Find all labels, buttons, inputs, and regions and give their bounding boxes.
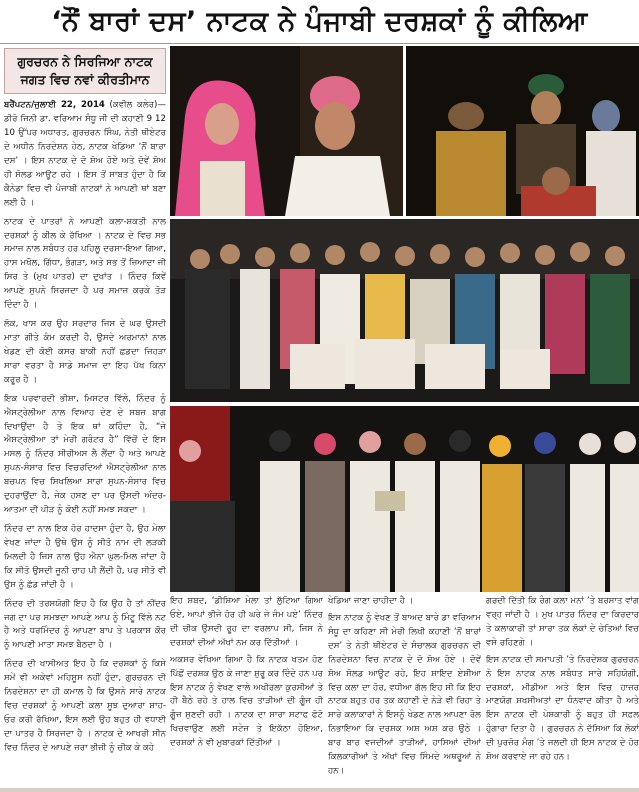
article-paragraph: ਅਕਸਰ ਵੇਖਿਆ ਗਿਆ ਹੈ ਕਿ ਨਾਟਕ ਖਤਮ ਹੋਣ ਪਿੱਛੋਂ ਦਰਸ਼ਕ ਉਠ ਕੇ ਜਾਣਾ ਸ਼ੁਰੂ ਕਰ ਦਿੰਦੇ ਹਨ ਪਰ ਇਸ ਨਾਟਕ ਨੂੰ ਵੇਖਣ ਵਾਲੇ ਅਖੀਰਲਾ ਕੁਰਸੀਆਂ ਤੇ ਹੀ ਬੈਠੇ ਰਹੇ ਤੇ ਹਾਲ ਵਿਚ ਤਾੜੀਆਂ ਦੀ ਗੂੰਜ ਹੀ ਗੂੰਜ ਸੁਣਦੀ ਰਹੀ । ਨਾਟਕ ਦਾ ਸਾਰਾ ਸਟਾਫ ਫੋਟੋ ਖਿਚਵਾਉਣ ਲਈ ਸਟੇਜ ਤੇ ਇਕੱਠਾ ਹੋਇਆ, ਦਰਸ਼ਕਾਂ ਨੇ ਵੀ ਮੁਬਾਰਕਾਂ ਦਿੱਤੀਆਂ । [170,654,323,749]
article-paragraph: ਇਕ ਪਰਵਾਰਦੀ ਭੀਸ਼ਾ, ਮਿਸਟਰ ਵਿੱਲੇ, ਨਿੰਦਰ ਨੂੰ ਐਸਟ੍ਰੇਲੀਆ ਨਾਲ ਵਿਆਹ ਦੇਣ ਦੇ ਸਬਜ਼ ਬਾਗ ਦਿਖਾਉਂਦਾ ਹੈ ਤੇ ਇਕ ਥਾਂ ਕਹਿੰਦਾ ਹੈ, “ਜੇ ਐਸਟ੍ਰੇਲੀਆ ਤਾਂ ਮੇਰੀ ਗਰੰਟਰ ਹੈ” ਵਿੱਚੋਂ ਦੇ ਇਸ ਮਸਲ ਨੂੰ ਨਿੰਦਰ ਸੀਰੀਅਸ ਲੈ ਲੈਂਦਾ ਹੈ ਅਤੇ ਆਪਣੇ ਸੁਪਨ-ਸੰਸਾਰ ਵਿਚ ਵਿਚਰਦਿਆਂ ਐਸਟ੍ਰੇਲੀਆ ਨਾਲ ਬਚਪਨ ਵਿਚ ਸਿਖਲਿਆ ਸਾਰਾ ਸੁਪਨ-ਸੰਸਾਰ ਵਿਚ ਦੁਹਰਾਉਂਦਾ ਹੈ, ਜੇਕ ਹਸਣ ਦਾ ਪਰ ਉਸਦੀ ਅੰਦਰ-ਆਤਮਾ ਦੀ ਪੀੜ ਨੂੰ ਕੋਈ ਨਹੀਂ ਸਮਝ ਸਕਦਾ । [4,393,166,516]
dateline: ਬਰੈਂਪਟਨ/ਜੁਲਾਈ 22, 2014 [4,100,105,111]
woman-with-pink-dupatta-photo [170,46,403,216]
page-bottom-edge [0,788,639,792]
article-paragraph: ਨਿੰਦਰ ਦੀ ਖਾਸੀਅਤ ਇਹ ਹੈ ਕਿ ਦਰਸ਼ਕਾਂ ਨੂੰ ਕਿਸੇ ਸਮੇਂ ਵੀ ਅਕੇਵਾਂ ਮਹਿਸੂਸ ਨਹੀਂ ਹੁੰਦਾ, ਗੁਰਚਰਨ ਦੀ ਨਿਰਦੇਸ਼ਨਾ ਦਾ ਹੀ ਕਮਾਲ ਹੈ ਕਿ ਉਸਨੇ ਸਾਰੇ ਨਾਟਕ ਵਿਚ ਦਰਸ਼ਕਾਂ ਨੂੰ ਆਪਣੀ ਕਲਾ ਸੂਝ ਦੁਆਰਾ ਸ਼ਾਹ-ਓਰ ਕਰੀ ਰੱਖਿਆ, ਇਸ ਲਈ ਉਹ ਬਹੁਤ ਹੀ ਵਧਾਈ ਦਾ ਪਾਤਰ ਹੈ ਸਿਰਜਦਾ ਹੈ । ਨਾਟਕ ਦੇ ਆਖਰੀ ਸੀਨ ਵਿਚ ਨਿੰਦਰ ਦੇ ਆਪਣੇ ਜ਼ਰਾ ਭੀਜੀ ਨੂੰ ਚੀਕ ਕੇ ਕਹੇ [4,659,166,753]
subheadline-line-1: ਗੁਰਚਰਨ ਨੇ ਸਿਰਜਿਆ ਨਾਟਕ [17,54,153,69]
left-column [4,48,166,788]
article-paragraph: ਲੋਕ, ਖਾਸ ਕਰ ਉਹ ਸਰਦਾਰ ਜਿਸ ਦੇ ਘਰ ਉਸਦੀ ਮਾਤਾ ਗੀਤੇ ਕੰਮ ਕਰਦੀ ਹੈ, ਉਸਦੇ ਅਰਮਾਨਾਂ ਨਾਲ ਖੇਡਣ ਦੀ ਕੋਈ ਕਸਰ ਬਾਕੀ ਨਹੀਂ ਛਡਦਾ ਜਿਹੜਾ ਸਾਰਾ ਵਰਤਾ ਹੈ ਸਾਡੇ ਸਮਾਜ ਦਾ ਇਹ ਪੱਖ ਕਿਨਾ ਕਰੂਰ ਹੈ । [4,319,166,385]
bottom-column-2 [328,595,481,788]
article-paragraph: ਨਿੰਦਰ ਦੀ ਤਰਸਯੋਗੀ ਇਹ ਹੈ ਕਿ ਉਹ ਹੈ ਤਾਂ ਨੀਂਦਰ ਜਗ ਦਾ ਪਰ ਸਮਝਦਾ ਆਪਣੇ ਆਪ ਨੂੰ ਮਿੰਟੂ ਵਿੱਲੇ ਨਟ ਹੈ ਅਤੇ ਧਰਮਿੰਦਰ ਨੂੰ ਆਪਣਾ ਬਾਪ ਤੇ ਪਰਕਾਸ਼ ਕੌਰ ਨੂੰ ਆਪਣੀ ਮਾਤਾ ਸਮਝ ਬੈਠਦਾ ਹੈ । [4,598,166,651]
headline: ‘ਨੌਂ ਬਾਰਾਂ ਦਸ’ ਨਾਟਕ ਨੇ ਪੰਜਾਬੀ ਦਰਸ਼ਕਾਂ ਨੂੰ ਕੀਲਿਆ [51,5,588,37]
article-paragraph: ਨਾਟਕ ਦੇ ਪਾਤਰਾਂ ਨੇ ਆਪਣੀ ਕਲਾ-ਸ਼ਕਤੀ ਨਾਲ ਦਰਸ਼ਕਾਂ ਨੂੰ ਕੀਲ ਕੇ ਰੱਖਿਆ । ਨਾਟਕ ਦੇ ਵਿਚ ਸਭ ਸਮਾਜ ਨਾਲ ਸਬੰਧਤ ਹਰ ਪਹਿਲੂ ਦਰਸਾ-ਇਆ ਗਿਆ, ਹਾਸ ਮਖੌਲ, ਗਿੱਧਾ, ਭੰਗੜਾ, ਅਤੇ ਸਭ ਤੋਂ ਜ਼ਿਆਦਾ ਜੀ ਸਿਰ ਤੇ (ਮੁਖ ਪਾਤਰ) ਦਾ ਦੁਖਾਂਤ । ਨਿੰਦਰ ਕਿਵੇਂ ਆਪਣੇ ਸੁਪਨੇ ਸਿਰਜਦਾ ਹੈ ਪਰ ਸਮਾਜ ਕਰਕੇ ਤੋੜ ਦਿੰਦਾ ਹੈ । [4,216,166,311]
bottom-columns [170,595,639,788]
article-paragraph: ਖੇਡਿਆ ਜਾਣਾ ਚਾਹੀਦਾ ਹੈ । [328,596,414,606]
paragraph-text: (ਕਵੀਲ ਕਲੇਰ)—ਡੀਰੋ ਜਿਨੀ ਡਾ. ਵਰਿਆਮ ਸੰਧੂ ਜੀ ਦੀ ਕਹਾਣੀ 9 12 10 ਉੱਪਰ ਅਧਾਰਤ, ਗੁਰਚਰਨ ਸਿੰਘ, ਨੇਤੀ ਥੀਏਟਰ ਦੇ ਅਧੀਨ ਨਿਰਦੇਸ਼ਨ ਹੇਠ, ਨਾਟਕ ਖੇਡਿਆ ‘ਨੌਂ ਬਾਰਾ ਦਸ’ । ਇਸ ਨਾਟਕ ਦੇ ਦੋ ਸ਼ੋਅ ਹੋਏ ਅਤੇ ਦੋਵੇਂ ਸ਼ੋਅ ਹੀ ਸੋਲਡ ਆਊਟ ਰਹੇ । ਇਸ ਤੋਂ ਸਾਬਤ ਹੁੰਦਾ ਹੈ ਕਿ ਕੈਨੇਡਾ ਵਿਚ ਵੀ ਪੰਜਾਬੀ ਨਾਟਕਾਂ ਨੇ ਆਪਣੀ ਥਾਂ ਬਣਾ ਲਈ ਹੈ । [4,100,166,208]
subheadline-line-2: ਜਗਤ ਵਿਚ ਨਵਾਂ ਕੀਰਤੀਮਾਨ [20,72,150,88]
award-presentation-photo [170,406,639,592]
stage-scene-photo [406,46,639,216]
cast-group-photo [170,219,639,402]
subheadline-box [4,48,166,94]
article-paragraph: ਇਸ ਨਾਟਕ ਦੀ ਸਮਾਪਤੀ ’ਤੇ ਨਿਰਦੇਸ਼ਕ ਗੁਰਚਰਨ ਨੇ ਇਸ ਨਾਟਕ ਨਾਲ ਸਬੰਧਤ ਸਾਰੇ ਸਹਿਯੋਗੀ, ਦਰਸ਼ਕਾਂ, ਮੀਡੀਆ ਅਤੇ ਇਸ ਵਿਚ ਹਾਜ਼ਰ ਮਾਣਯੋਗ ਸ਼ਖਸੀਅਤਾਂ ਦਾ ਧੰਨਵਾਦ ਕੀਤਾ ਹੈ ਅਤੇ ਇਸ ਨਾਟਕ ਦੀ ਪੇਸ਼ਕਾਰੀ ਨੂੰ ਬਹੁਤ ਹੀ ਸਫ਼ਲ ਹੁੰਗਾਰਾ ਦਿਤਾ ਹੈ । ਗੁਰਚਰਨ ਨੇ ਦੱਸਿਆ ਕਿ ਲੋਕਾਂ ਦੀ ਪੁਰਜ਼ੋਰ ਮੰਗ ’ਤੇ ਜਲਦੀ ਹੀ ਇਸ ਨਾਟਕ ਦੇ ਹੋਰ ਸ਼ੋਅ ਕਰਵਾਏ ਜਾ ਰਹੇ ਹਨ। [486,654,639,763]
article-paragraph: ਇਹ ਸ਼ਬਦ, ‘ਡੀਸ਼ਿਆ ਮੇਲਾ ਤਾਂ ਲੁੱਟਿਆ ਗਿਆ ਓਏ, ਆਪਾਂ ਭੀਜੇ ਹੋਰ ਹੀ ਘਰੇ ਜੇ ਜੰਮ ਪਏ’ ਨਿੰਦਰ ਦੀ ਚੀਕ ਉਸਦੀ ਰੂਹ ਦਾ ਵਰਲਾਪ ਸੀ, ਜਿਸ ਨੇ ਦਰਸ਼ਕਾਂ ਦੀਆਂ ਅੱਖਾਂ ਨਮ ਕਰ ਦਿੱਤੀਆਂ । [170,596,323,648]
article-paragraph [4,99,166,210]
article-paragraph: ਗਰਦੀ ਦਿੱਤੀ ਕਿ ਰੰਗ ਕਲਾ ਮਨਾਂ ’ਤੇ ਬਰਸਾਤ ਵਾਂਗ ਵਰ੍ਹ ਜਾਂਦੀ ਹੈ । ਮੁਖ ਪਾਤਰ ਨਿੰਦਰ ਦਾ ਕਿਰਦਾਰ ਤੇ ਕਲਾਕਾਰੀ ਤਾਂ ਸਾਰਾ ਤਕ ਲੋਕਾਂ ਦੇ ਚੇਤਿਆਂ ਵਿਚ ਵਸੇ ਰਹਿਣਗੇ । [486,596,639,648]
bottom-column-3 [486,595,639,788]
headline-bar [0,0,639,44]
bottom-column-1 [170,595,323,788]
article-paragraph: ਨਿੰਦਰ ਦਾ ਨਾਲ ਇਕ ਹੋਰ ਹਾਦਸਾ ਹੁੰਦਾ ਹੈ, ਉਹ ਮੇਲਾ ਵੇਖਣ ਜਾਂਦਾ ਹੈ ਉਥੇ ਉਸ ਨੂੰ ਸੀਤੋ ਨਾਮ ਦੀ ਲੜਕੀ ਮਿਲਦੀ ਹੈ ਜਿਸ ਨਾਲ ਉਹ ਐਨਾ ਘੁਲ-ਮਿਲ ਜਾਂਦਾ ਹੈ ਕਿ ਸੀਤੋ ਉਸਦੀ ਜੂਨੀ ਚਾਹ ਪੀ ਲੈਂਦੀ ਹੈ, ਪਰ ਸੀਤੋ ਵੀ ਉਸ ਨੂੰ ਛੱਡ ਜਾਂਦੀ ਹੈ । [4,523,166,590]
article-paragraph: ਇਸ ਨਾਟਕ ਨੂੰ ਵੇਖਣ ਤੋਂ ਬਾਅਦ ਬਾਰੇ ਡਾ ਵਰਿਆਮ ਸੰਧੂ ਦਾ ਕਹਿਣਾ ਸੀ ਮੇਰੀ ਲਿਖੀ ਕਹਾਣੀ ‘ਨੌਂ ਬਾਰਾਂ ਦਸ’ ਤੇ ਨੇਤੀ ਥੀਏਟਰ ਦੇ ਸੰਚਾਲਕ ਗੁਰਚਰਨ ਦੀ ਨਿਰਦੇਸ਼ਨਾ ਵਿਚ ਨਾਟਕ ਦੇ ਦੋ ਸ਼ੋਅ ਹੋਏ । ਦੋਵੇਂ ਸ਼ੋਅ ਸੋਲਡ ਆਊਟ ਰਹੇ, ਇਹ ਸ਼ਾਇਦ ਏਸ਼ੀਆ ਵਿਚ ਕਲਾ ਦਾ ਹੋਰ, ਵਧੀਆ ਗੱਲ ਇਹ ਸੀ ਕਿ ਇਹ ਨਾਟਕ ਬਹੁਤ ਹਰ ਤਕ ਕਹਾਣੀ ਦੇ ਨੇੜੇ ਵੀ ਰਿਹਾ ਤੇ ਸਾਰੇ ਕਲਾਕਾਰਾਂ ਨੇ ਇਸਨੂੰ ਖੇਡਣ ਨਾਲ ਆਪਣਾ ਰੋਲ ਨਿਭਾਇਆ ਕਿ ਦਰਸ਼ਕ ਅਸ਼ ਅਸ਼ ਕਰ ਉਠੇ । ਬਾਰ ਬਾਰ ਵਜਦੀਆਂ ਤਾੜੀਆਂ, ਹਾਸਿਆਂ ਦੀਆਂ ਕਿਲਕਾਰੀਆਂ ਤੇ ਅੱਖਾਂ ਵਿਚ ਸਿੰਮਦੇ ਅਥਰੂਆਂ ਨੇ ਹਨ। [328,612,481,777]
